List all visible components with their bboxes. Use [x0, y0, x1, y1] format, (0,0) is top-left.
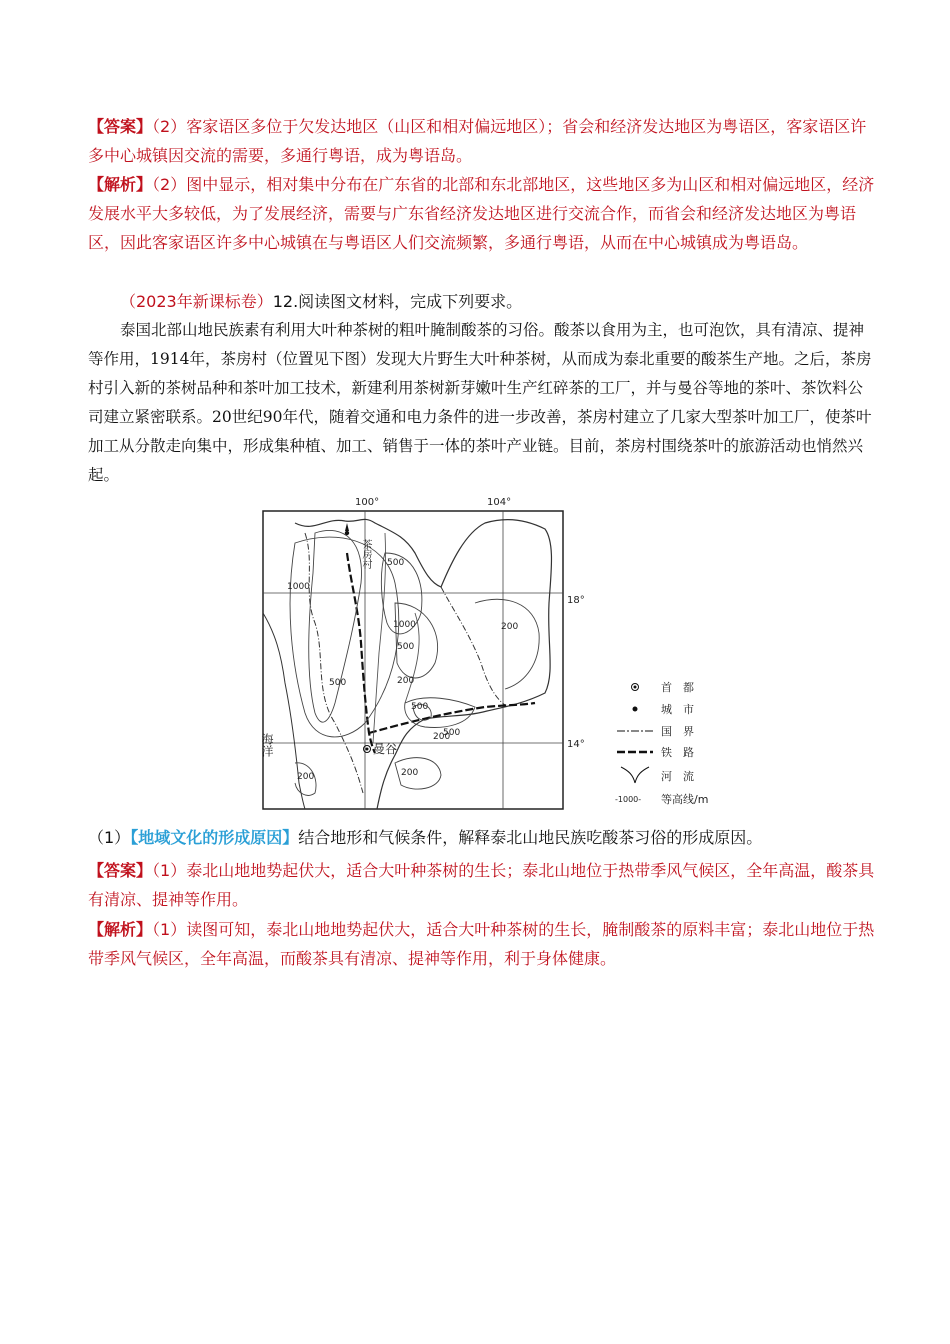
svg-text:200: 200 [401, 768, 419, 778]
svg-text:城 市: 城 市 [661, 703, 694, 716]
svg-text:200: 200 [501, 622, 519, 632]
material-paragraph: 泰国北部山地民族素有利用大叶种茶树的粗叶腌制酸茶的习俗。酸茶以食用为主，也可泡饮，具有清凉、提神等作用，1914年，茶房村（位置见下图）发现大片野生大叶种茶树，从而成为泰北重要的酸茶生产地。之后，茶房村引入新的茶树品种和茶叶加工技术，新建利用茶树新芽嫩叶生产红碎茶的工厂，并与曼谷等地的茶叶、茶饮料公司建立紧密联系。20世纪90年代，随着交通和电力条件的进一步改善，茶房村建立了几家大型茶叶加工厂，使茶叶加工从分散走向集中，形成集种植、加工、销售于一体的茶叶产业链。目前，茶房村围绕茶叶的旅游活动也悄然兴起。 [88, 321, 872, 484]
map-svg [255, 493, 725, 813]
legend-contour-sample: -1000- [615, 795, 642, 804]
lon-label-100: 100° [355, 497, 380, 508]
answer-text: （2）客家语区多位于欠发达地区（山区和相对偏远地区）；省会和经济发达地区为粤语区，客家语区许多中心城镇因交流的需要，多通行粤语，成为粤语岛。 [88, 117, 867, 165]
svg-text:河 流: 河 流 [661, 770, 694, 783]
land-outline [295, 519, 552, 809]
thailand-map [255, 493, 725, 813]
village-marker-icon [345, 523, 349, 531]
contour-1000 [309, 530, 362, 722]
question-source: （2023年新课标卷） [120, 292, 273, 311]
village-label: 茶房村 [341, 539, 371, 550]
answer-text: （1）泰北山地地势起伏大，适合大叶种茶树的生长；泰北山地位于热带季风气候区，全年高温，酸茶具有清凉、提神等作用。 [88, 861, 875, 909]
answer-paragraph-2 [88, 856, 876, 914]
svg-text:首 都: 首 都 [661, 681, 694, 694]
analysis-tag: 【解析】 [88, 175, 153, 194]
analysis-text: （2）图中显示，相对集中分布在广东省的北部和东北部地区，这些地区多为山区和相对偏远地区，经济发展水平大多较低，为了发展经济，需要与广东省经济发达地区进行交流合作，而省会和经济发达地区为粤语区，因此客家语区许多中心城镇在与粤语区人们交流频繁，多通行粤语，从而在中心城镇成为粤语岛。 [88, 175, 875, 252]
svg-text:500: 500 [411, 702, 429, 712]
analysis-text: （1）读图可知，泰北山地地势起伏大，适合大叶种茶树的生长，腌制酸茶的原料丰富；泰北山地位于热带季风气候区，全年高温，而酸茶具有清凉、提神等作用，利于身体健康。 [88, 920, 875, 968]
analysis-paragraph-1 [88, 170, 876, 257]
svg-text:500: 500 [329, 678, 347, 688]
svg-text:200: 200 [433, 732, 451, 742]
river-line [373, 533, 386, 743]
svg-text:国 界: 国 界 [661, 725, 694, 738]
sea-label: 海洋 [260, 733, 274, 757]
svg-text:200: 200 [397, 676, 415, 686]
lon-label-104: 104° [487, 497, 512, 508]
map-frame [263, 511, 563, 809]
answer-tag: 【答案】 [88, 117, 153, 136]
analysis-paragraph-2 [88, 915, 876, 973]
answer-tag: 【答案】 [88, 861, 153, 880]
border-line [305, 533, 363, 793]
sub-question-number: （1） [88, 828, 131, 847]
sub-question-1 [88, 823, 876, 852]
svg-text:500: 500 [397, 642, 415, 652]
lat-label-14: 14° [567, 739, 585, 750]
answer-paragraph-1 [88, 112, 876, 170]
svg-text:200: 200 [297, 772, 315, 782]
sub-question-text: 结合地形和气候条件，解释泰北山地民族吃酸茶习俗的形成原因。 [298, 828, 763, 847]
capital-label: 曼谷 [373, 742, 398, 756]
lat-label-18: 18° [567, 595, 585, 606]
legend-river-icon [621, 767, 649, 783]
analysis-tag: 【解析】 [88, 920, 153, 939]
svg-text:1000: 1000 [287, 582, 310, 592]
svg-text:500: 500 [387, 558, 405, 568]
svg-text:1000: 1000 [393, 620, 416, 630]
question-heading [88, 287, 876, 316]
question-text: 12.阅读图文材料，完成下列要求。 [272, 292, 523, 311]
legend-city-icon [633, 707, 638, 712]
svg-text:铁 路: 铁 路 [661, 746, 694, 759]
svg-text:等高线/m: 等高线/m [661, 793, 709, 806]
svg-text:500: 500 [443, 728, 461, 738]
map-legend [615, 680, 708, 806]
sub-question-tag: 【地域文化的形成原因】 [130, 828, 299, 847]
